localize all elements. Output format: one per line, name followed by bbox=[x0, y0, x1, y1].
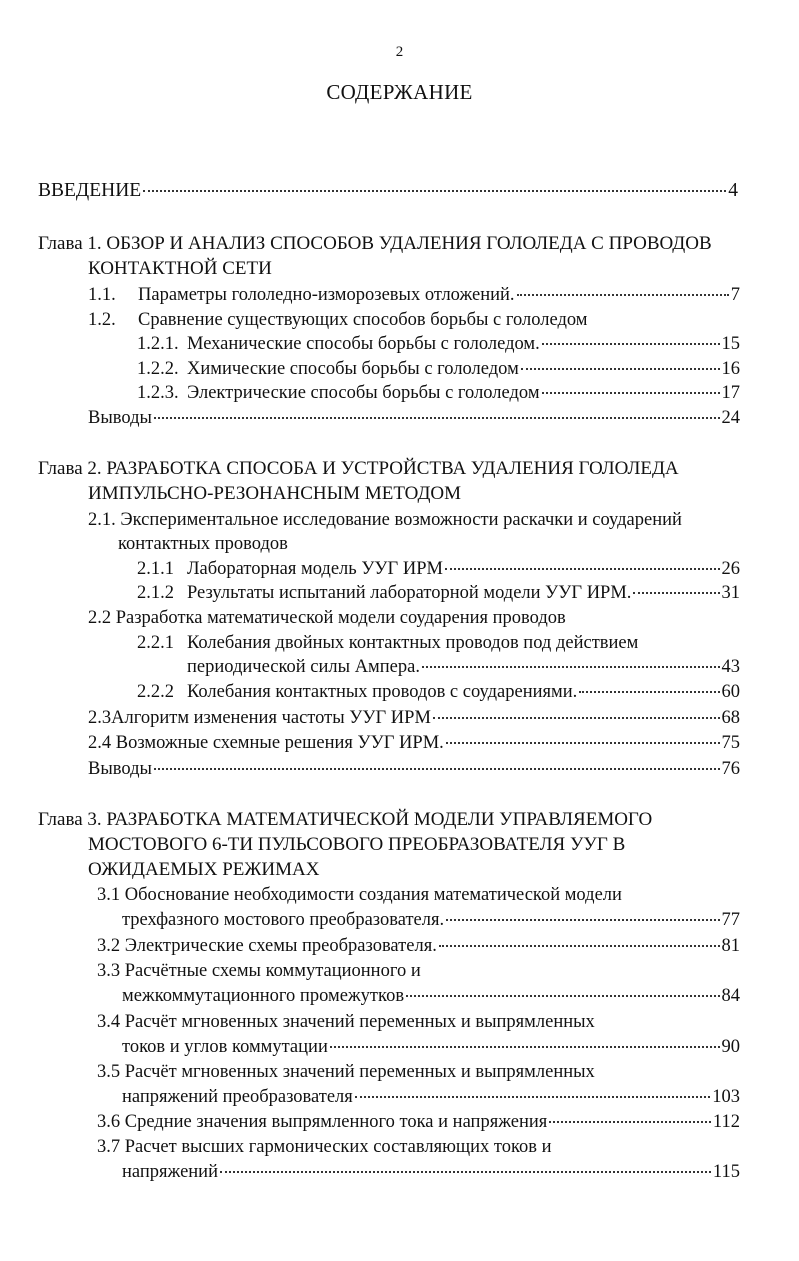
toc-entry-3-7-line1[interactable]: 3.7 Расчет высших гармонических составляющих токов и bbox=[97, 1137, 552, 1157]
dot-leader bbox=[521, 368, 720, 370]
toc-entry-2-2[interactable]: 2.2 Разработка математической модели соударения проводов bbox=[88, 608, 566, 628]
toc-page-number: 75 bbox=[721, 733, 740, 753]
dot-leader bbox=[542, 392, 720, 394]
toc-entry-text: Колебания контактных проводов с соударениями. bbox=[187, 682, 578, 702]
toc-entry-text: Механические способы борьбы с гололедом. bbox=[187, 334, 540, 354]
toc-entry-1-2-3[interactable] bbox=[137, 381, 740, 405]
chapter-1-heading-line2[interactable]: КОНТАКТНОЙ СЕТИ bbox=[88, 258, 272, 279]
toc-entry-3-6[interactable] bbox=[97, 1110, 740, 1134]
toc-entry-text: напряжений преобразователя bbox=[122, 1087, 353, 1107]
section-number: 1.2.1. bbox=[137, 334, 179, 354]
dot-leader bbox=[446, 919, 719, 921]
dot-leader bbox=[549, 1121, 711, 1123]
toc-entry-ch1-conclusions[interactable] bbox=[88, 406, 740, 430]
dot-leader bbox=[143, 190, 726, 192]
toc-page-number: 17 bbox=[721, 383, 740, 403]
toc-entry-text: Химические способы борьбы с гололедом bbox=[187, 359, 519, 379]
toc-entry-2-2-2[interactable] bbox=[137, 680, 740, 704]
dot-leader bbox=[633, 592, 719, 594]
toc-entry-text: трехфазного мостового преобразователя. bbox=[122, 910, 445, 930]
dot-leader bbox=[355, 1096, 710, 1098]
dot-leader bbox=[517, 294, 729, 296]
toc-page-number: 68 bbox=[721, 708, 740, 728]
toc-entry-3-1-line1[interactable]: 3.1 Обоснование необходимости создания математической модели bbox=[97, 885, 622, 905]
chapter-2-heading-line1[interactable]: Глава 2. РАЗРАБОТКА СПОСОБА И УСТРОЙСТВА УДАЛЕНИЯ ГОЛОЛЕДА bbox=[38, 458, 679, 479]
toc-entry-text: Выводы bbox=[88, 408, 152, 428]
toc-page-number: 90 bbox=[721, 1037, 740, 1057]
dot-leader bbox=[154, 417, 720, 419]
page-title: СОДЕРЖАНИЕ bbox=[326, 80, 473, 104]
toc-entry-2-2-1-line2[interactable] bbox=[187, 655, 740, 679]
toc-entry-3-3-line1[interactable]: 3.3 Расчётные схемы коммутационного и bbox=[97, 961, 421, 981]
toc-page-number: 31 bbox=[721, 583, 740, 603]
toc-entry-2-1-line1[interactable]: 2.1. Экспериментальное исследование возможности раскачки и соударений bbox=[88, 510, 682, 530]
toc-entry-text: Электрические способы борьбы с гололедом bbox=[187, 383, 540, 403]
section-number: 2.2.2 bbox=[137, 682, 174, 702]
toc-entry-text: Лабораторная модель УУГ ИРМ bbox=[187, 559, 443, 579]
toc-entry-text: 3.6 Средние значения выпрямленного тока и напряжения bbox=[97, 1112, 548, 1132]
toc-entry-text: Колебания двойных контактных проводов под действием bbox=[187, 633, 639, 653]
toc-entry-1-1[interactable] bbox=[88, 283, 740, 307]
toc-entry-text: Выводы bbox=[88, 759, 152, 779]
toc-entry-intro[interactable] bbox=[38, 179, 738, 203]
toc-entry-3-4-line1[interactable]: 3.4 Расчёт мгновенных значений переменных и выпрямленных bbox=[97, 1012, 595, 1032]
chapter-3-heading-line3[interactable]: ОЖИДАЕМЫХ РЕЖИМАХ bbox=[88, 859, 320, 880]
section-number: 1.1. bbox=[88, 285, 116, 305]
toc-entry-text: токов и углов коммутации bbox=[122, 1037, 328, 1057]
toc-entry-text: Параметры гололедно-изморозевых отложений. bbox=[138, 285, 515, 305]
toc-entry-text: Сравнение существующих способов борьбы с гололедом bbox=[138, 310, 588, 330]
toc-entry-2-1-1[interactable] bbox=[137, 557, 740, 581]
section-number: 1.2. bbox=[88, 310, 116, 330]
toc-entry-2-3[interactable] bbox=[88, 706, 740, 730]
toc-entry-text: 2.4 Возможные схемные решения УУГ ИРМ. bbox=[88, 733, 444, 753]
toc-page-number: 84 bbox=[721, 986, 740, 1006]
toc-entry-2-2-1-line1[interactable] bbox=[137, 631, 638, 655]
toc-page-number: 24 bbox=[721, 408, 740, 428]
toc-page-number: 4 bbox=[728, 180, 738, 201]
chapter-3-heading-line2[interactable]: МОСТОВОГО 6-ТИ ПУЛЬСОВОГО ПРЕОБРАЗОВАТЕЛЯ УУГ В bbox=[88, 834, 626, 855]
section-number: 2.2.1 bbox=[137, 633, 174, 653]
dot-leader bbox=[579, 691, 719, 693]
toc-entry-ch2-conclusions[interactable] bbox=[88, 757, 740, 781]
toc-entry-text: ВВЕДЕНИЕ bbox=[38, 180, 142, 201]
toc-entry-text: напряжений bbox=[122, 1162, 218, 1182]
dot-leader bbox=[433, 717, 720, 719]
dot-leader bbox=[330, 1046, 720, 1048]
toc-page-number: 112 bbox=[712, 1112, 740, 1132]
toc-page-number: 60 bbox=[721, 682, 740, 702]
toc-entry-3-3-line2[interactable] bbox=[122, 984, 740, 1008]
toc-entry-text: 2.3Алгоритм изменения частоты УУГ ИРМ bbox=[88, 708, 431, 728]
toc-entry-1-2-1[interactable] bbox=[137, 332, 740, 356]
toc-entry-text: периодической силы Ампера. bbox=[187, 657, 420, 677]
dot-leader bbox=[220, 1171, 711, 1173]
chapter-2-heading-line2[interactable]: ИМПУЛЬСНО-РЕЗОНАНСНЫМ МЕТОДОМ bbox=[88, 483, 462, 504]
dot-leader bbox=[406, 995, 719, 997]
dot-leader bbox=[542, 343, 720, 345]
dot-leader bbox=[446, 742, 720, 744]
toc-entry-3-5-line2[interactable] bbox=[122, 1085, 740, 1109]
toc-page-number: 81 bbox=[721, 936, 740, 956]
section-number: 2.1.2 bbox=[137, 583, 174, 603]
dot-leader bbox=[422, 666, 720, 668]
toc-entry-2-1-2[interactable] bbox=[137, 581, 740, 605]
toc-page-number: 77 bbox=[721, 910, 740, 930]
section-number: 1.2.3. bbox=[137, 383, 179, 403]
toc-page-number: 103 bbox=[712, 1087, 740, 1107]
toc-page-number: 7 bbox=[730, 285, 740, 305]
toc-entry-2-4[interactable] bbox=[88, 731, 740, 755]
toc-entry-3-2[interactable] bbox=[97, 934, 740, 958]
toc-page-number: 115 bbox=[712, 1162, 740, 1182]
toc-page-number: 76 bbox=[721, 759, 740, 779]
toc-page-number: 16 bbox=[721, 359, 740, 379]
toc-entry-text: межкоммутационного промежутков bbox=[122, 986, 405, 1006]
toc-page-number: 43 bbox=[721, 657, 740, 677]
toc-entry-text: 3.2 Электрические схемы преобразователя. bbox=[97, 936, 437, 956]
chapter-3-heading-line1[interactable]: Глава 3. РАЗРАБОТКА МАТЕМАТИЧЕСКОЙ МОДЕЛИ УПРАВЛЯЕМОГО bbox=[38, 809, 653, 830]
toc-entry-3-1-line2[interactable] bbox=[122, 908, 740, 932]
dot-leader bbox=[445, 568, 720, 570]
toc-entry-2-1-line2[interactable]: контактных проводов bbox=[118, 534, 288, 554]
toc-entry-3-5-line1[interactable]: 3.5 Расчёт мгновенных значений переменных и выпрямленных bbox=[97, 1062, 595, 1082]
chapter-1-heading-line1[interactable]: Глава 1. ОБЗОР И АНАЛИЗ СПОСОБОВ УДАЛЕНИЯ ГОЛОЛЕДА С ПРОВОДОВ bbox=[38, 233, 712, 254]
toc-entry-3-7-line2[interactable] bbox=[122, 1160, 740, 1184]
section-number: 1.2.2. bbox=[137, 359, 179, 379]
toc-page-number: 15 bbox=[721, 334, 740, 354]
toc-entry-text: Результаты испытаний лабораторной модели УУГ ИРМ. bbox=[187, 583, 632, 603]
section-number: 2.1.1 bbox=[137, 559, 174, 579]
toc-entry-3-4-line2[interactable] bbox=[122, 1035, 740, 1059]
page-number: 2 bbox=[395, 44, 404, 60]
toc-entry-1-2-2[interactable] bbox=[137, 357, 740, 381]
toc-entry-1-2[interactable] bbox=[88, 308, 740, 332]
toc-page-number: 26 bbox=[721, 559, 740, 579]
dot-leader bbox=[439, 945, 720, 947]
dot-leader bbox=[154, 768, 720, 770]
